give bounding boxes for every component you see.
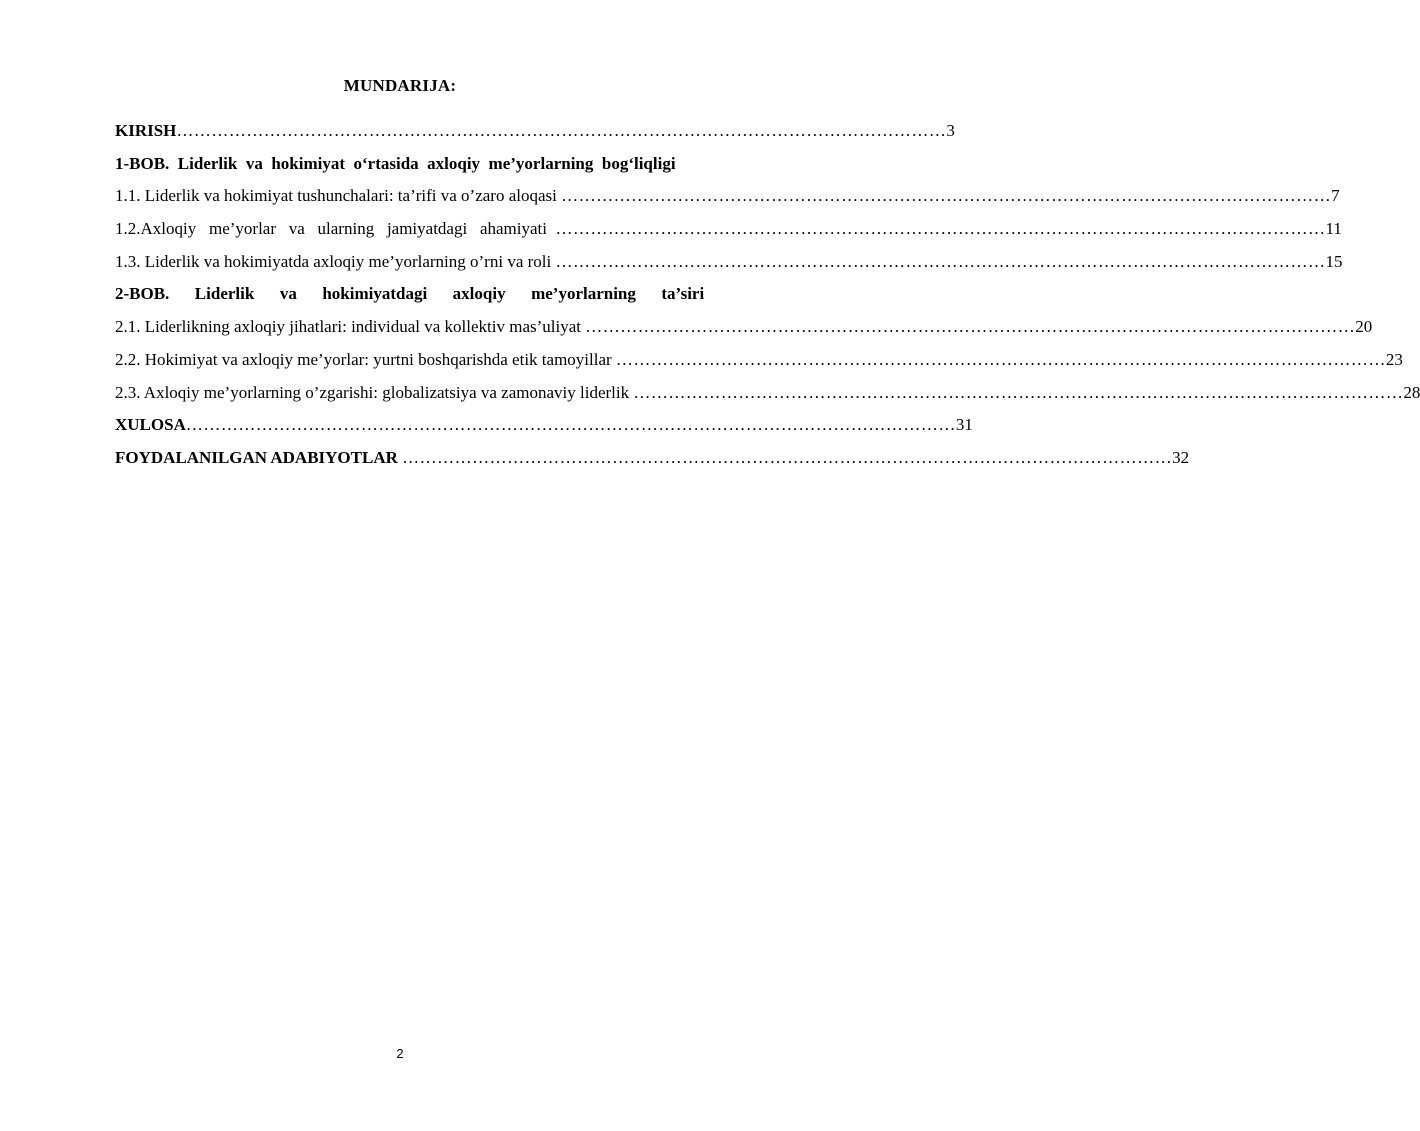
toc-page-number: 32 xyxy=(1172,447,1190,467)
toc-entry-1-1[interactable] xyxy=(115,183,1340,216)
toc-page-number: 3 xyxy=(946,121,955,140)
toc-dot-leader: …………………………………………………………………………………………………………………… xyxy=(633,382,1404,402)
toc-title: MUNDARIJA: xyxy=(343,76,457,95)
toc-dot-leader: …………………………………………………………………………………………………………………… xyxy=(185,415,956,435)
toc-entry-label: 1.1. Liderlik va hokimiyat tushunchalari: ta’rifi va o’zaro aloqasi xyxy=(115,186,562,206)
toc-entry-2-2[interactable] xyxy=(115,347,1403,380)
toc-entry-2-1[interactable] xyxy=(115,314,1373,347)
toc-entry-conclusion[interactable] xyxy=(115,412,973,445)
toc-dot-leader: …………………………………………………………………………………………………………………… xyxy=(561,186,1332,206)
toc-page-number: 20 xyxy=(1355,317,1373,337)
toc-page-number: 7 xyxy=(1331,186,1340,206)
page-number: 2 xyxy=(396,1046,404,1061)
toc-dot-leader: …………………………………………………………………………………………………………………… xyxy=(585,317,1356,337)
toc-entry-label: FOYDALANILGAN ADABIYOTLAR xyxy=(115,447,403,467)
toc-entry-label: 2.2. Hokimiyat va axloqiy me’yorlar: yurtni boshqarishda etik tamoyillar xyxy=(115,349,616,369)
toc-entry-label: KIRISH xyxy=(115,121,177,140)
toc-page-number: 15 xyxy=(1325,251,1343,271)
toc-page-number: 28 xyxy=(1403,382,1420,402)
toc-dot-leader: …………………………………………………………………………………………………………………… xyxy=(176,121,947,140)
toc-chapter-label: 1-BOB. Liderlik va hokimiyat o‘rtasida axloqiy me’yorlarning bog‘liqligi xyxy=(115,153,676,173)
toc-dot-leader: …………………………………………………………………………………………………………………… xyxy=(615,349,1386,369)
toc-dot-leader: …………………………………………………………………………………………………………………… xyxy=(555,219,1326,239)
toc-entry-2-3[interactable] xyxy=(115,380,1420,413)
toc-page-number: 11 xyxy=(1325,219,1342,239)
toc-entry-label: 1.2.Axloqiy me’yorlar va ularning jamiyatdagi ahamiyati xyxy=(115,219,556,239)
toc-entry-introduction[interactable] xyxy=(115,118,955,151)
toc-dot-leader: …………………………………………………………………………………………………………………… xyxy=(402,447,1173,467)
toc-page-number: 23 xyxy=(1385,349,1403,369)
toc-chapter-heading-2[interactable] xyxy=(115,281,742,314)
toc-chapter-heading-1[interactable] xyxy=(115,151,742,184)
toc-entry-label: 1.3. Liderlik va hokimiyatda axloqiy me’yorlarning o’rni va roli xyxy=(115,251,556,271)
toc-entry-label: 2.1. Liderlikning axloqiy jihatlari: individual va kollektiv mas’uliyat xyxy=(115,317,586,337)
toc-dot-leader: …………………………………………………………………………………………………………………… xyxy=(555,251,1326,271)
toc-chapter-label: 2-BOB. Liderlik va hokimiyatdagi axloqiy me’yorlarning ta’siri xyxy=(115,284,705,304)
toc-entry-label: XULOSA xyxy=(115,415,186,435)
toc-page-number: 31 xyxy=(955,415,973,435)
table-of-contents xyxy=(115,118,1420,478)
toc-entry-label: 2.3. Axloqiy me’yorlarning o’zgarishi: globalizatsiya va zamonaviy liderlik xyxy=(115,382,634,402)
toc-entry-references[interactable] xyxy=(115,445,1190,478)
toc-entry-1-3[interactable] xyxy=(115,249,1343,282)
toc-entry-1-2[interactable] xyxy=(115,216,1342,249)
